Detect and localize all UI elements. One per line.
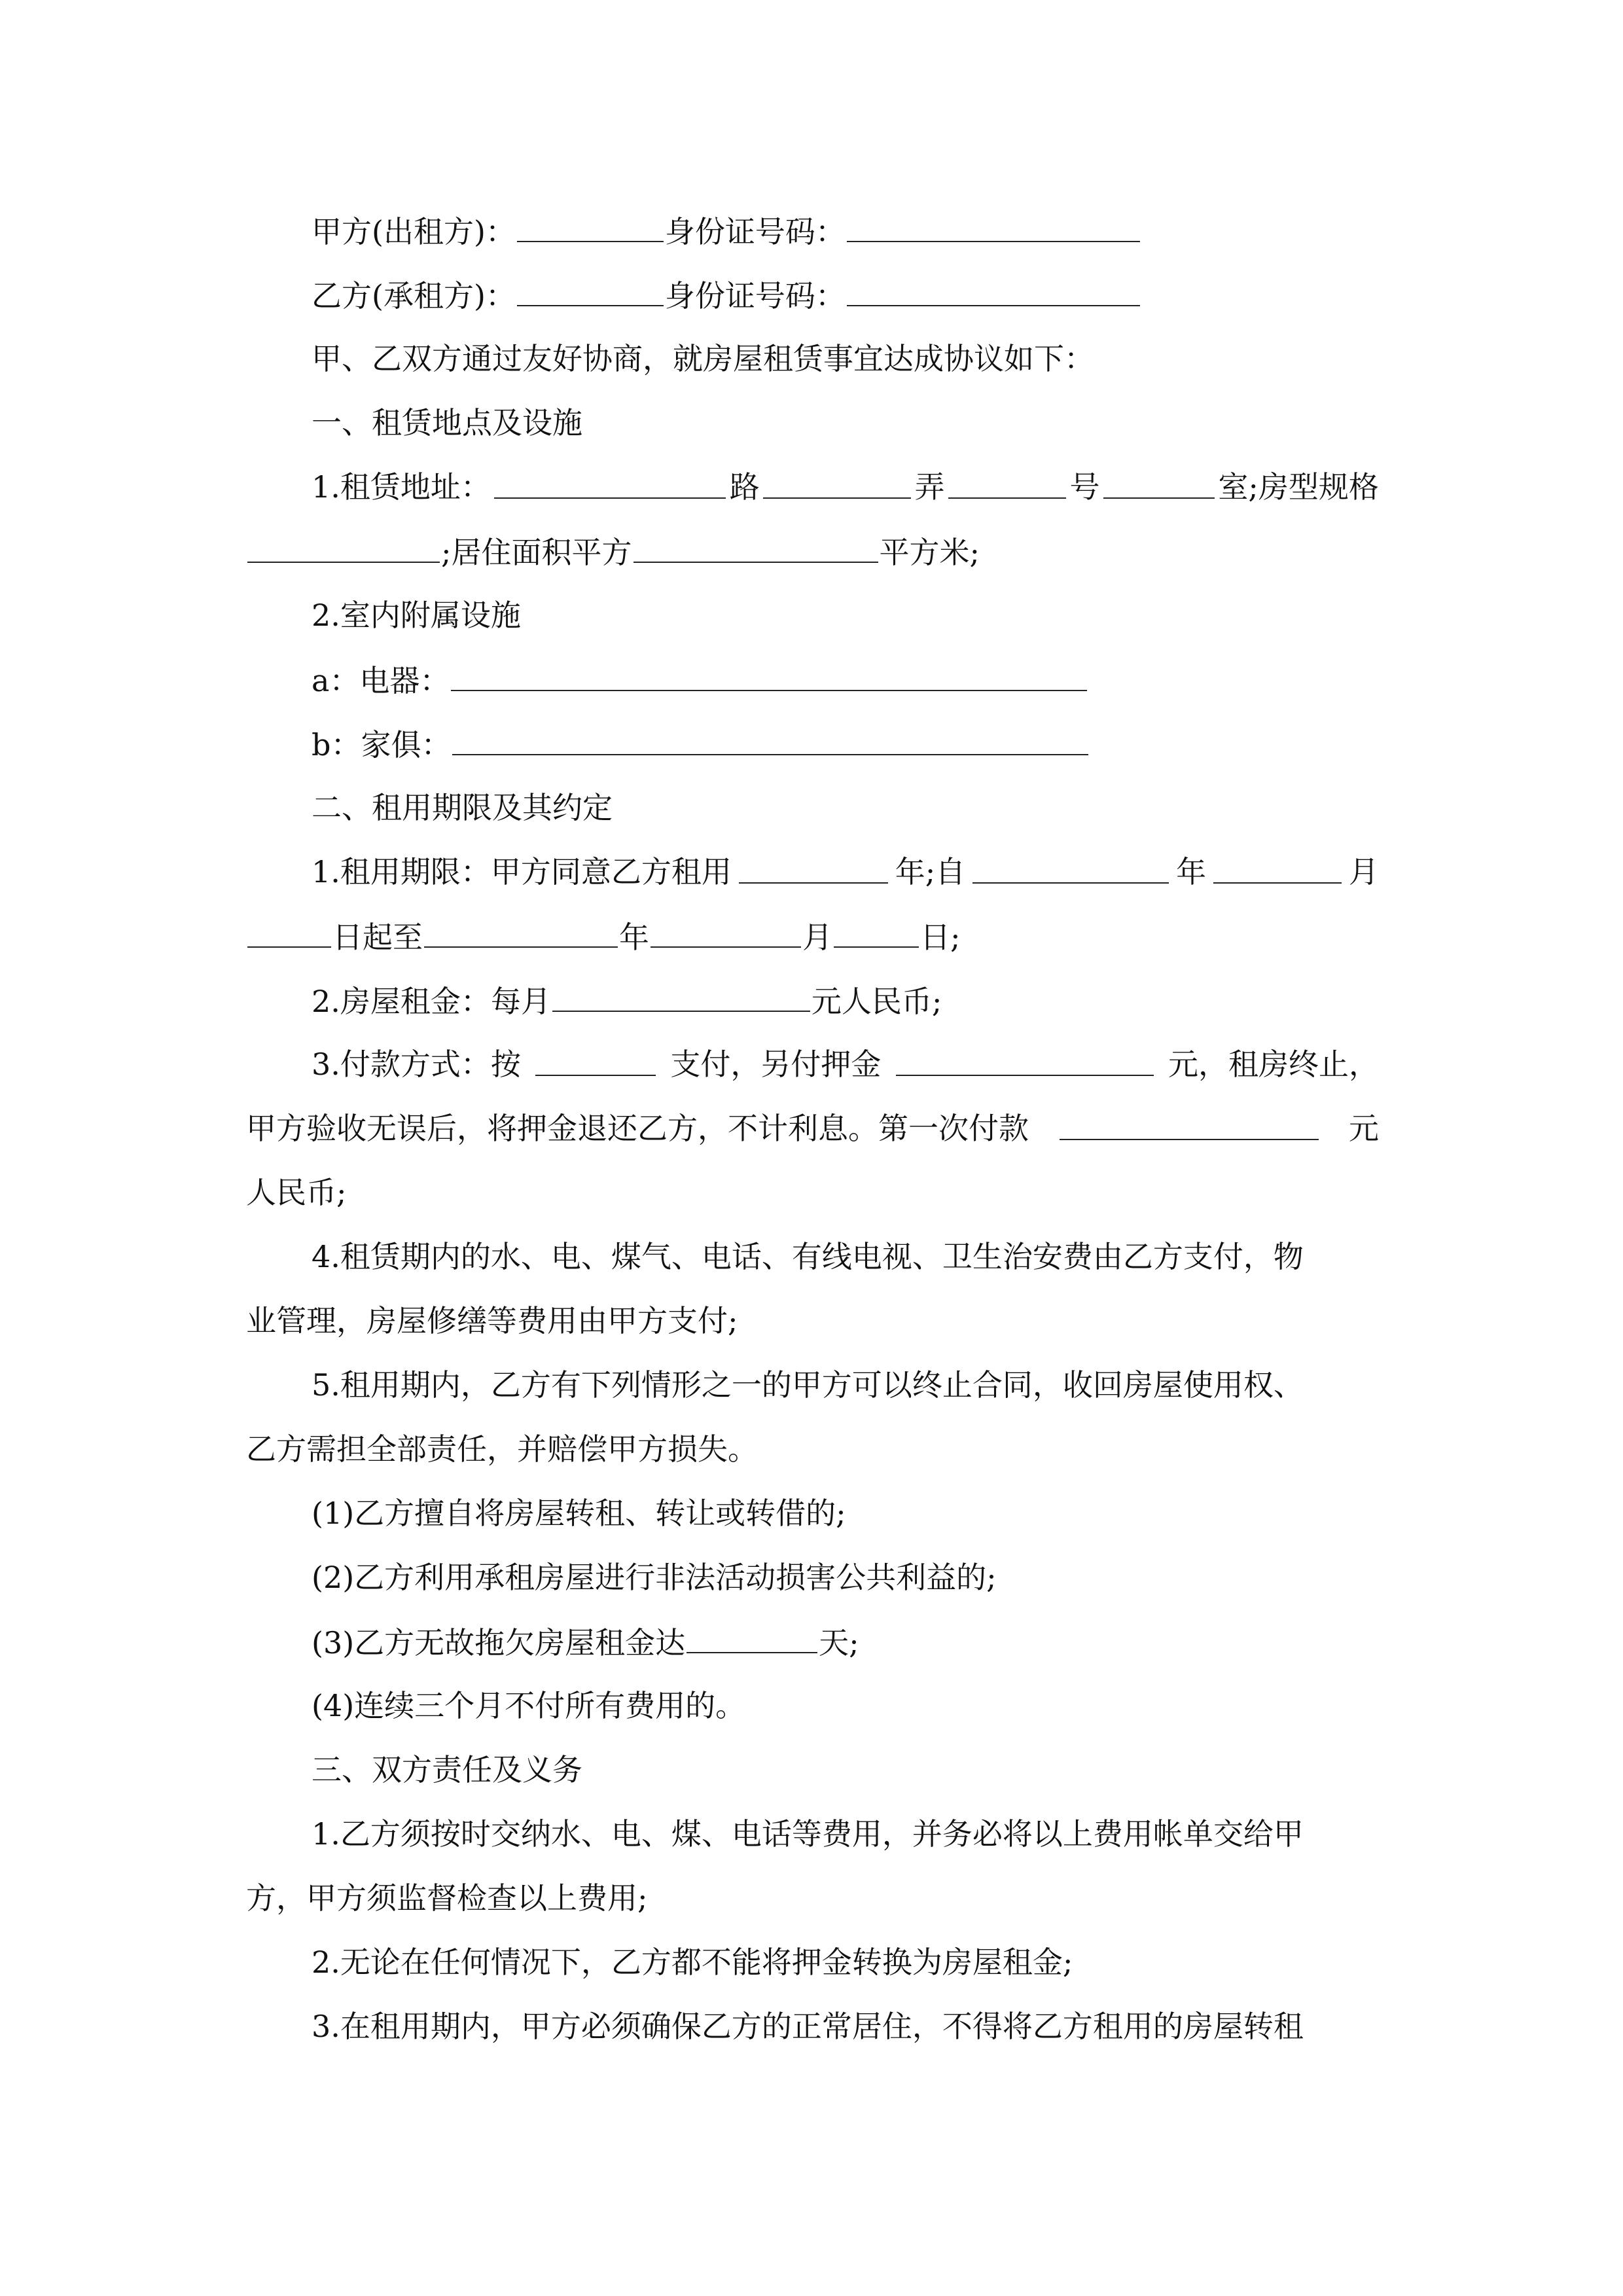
fill-in-blank[interactable]	[517, 275, 664, 306]
fill-in-blank[interactable]	[847, 275, 1140, 306]
fill-in-blank[interactable]	[494, 467, 726, 499]
fill-in-blank[interactable]	[763, 467, 911, 499]
fill-in-blank[interactable]	[1103, 467, 1215, 499]
text-segment: 1.租赁地址：	[312, 469, 491, 505]
fill-in-blank[interactable]	[424, 916, 618, 948]
text-segment: 年	[619, 920, 649, 955]
text-segment: 弄	[914, 469, 945, 505]
text-segment: (3)乙方无故拖欠房屋租金达	[312, 1625, 686, 1660]
intro-line	[0, 339, 1623, 378]
text-segment: 月	[802, 920, 832, 955]
payment-line-3	[0, 1173, 1623, 1212]
text-segment: 室;房型规格	[1218, 469, 1379, 505]
case-1-line	[0, 1494, 1623, 1533]
text-segment: 号	[1069, 469, 1100, 505]
party-b-line	[0, 275, 1623, 314]
section-1-heading	[0, 403, 1623, 442]
fill-in-blank[interactable]	[896, 1045, 1154, 1076]
text-segment: 年	[1176, 854, 1207, 889]
text-segment: 元，租房终止，	[1168, 1047, 1379, 1082]
text-segment: (1)乙方擅自将房屋转租、转让或转借的;	[312, 1496, 846, 1531]
duty-1-line-2	[0, 1878, 1623, 1918]
text-segment: b：家俱：	[312, 727, 452, 762]
text-segment: 年;自	[895, 854, 966, 889]
text-segment: 二、租用期限及其约定	[312, 790, 613, 825]
text-segment: 月	[1348, 854, 1379, 889]
fill-in-blank[interactable]	[834, 916, 919, 948]
text-segment: 2.室内附属设施	[312, 598, 521, 633]
text-segment: 三、双方责任及义务	[312, 1752, 582, 1787]
text-segment: 一、租赁地点及设施	[312, 405, 582, 440]
fill-in-blank[interactable]	[247, 531, 440, 563]
fees-line	[0, 1237, 1623, 1276]
fill-in-blank[interactable]	[633, 531, 878, 563]
fill-in-blank[interactable]	[1060, 1109, 1319, 1140]
address-line	[0, 467, 1623, 507]
text-segment: ;居住面积平方	[441, 535, 632, 570]
duty-2-line	[0, 1943, 1623, 1982]
text-segment: 路	[729, 469, 760, 505]
fill-in-blank[interactable]	[517, 211, 664, 242]
duty-3-line	[0, 2007, 1623, 2046]
payment-line-2	[0, 1109, 1623, 1148]
duty-1-line	[0, 1814, 1623, 1854]
fill-in-blank[interactable]	[687, 1622, 817, 1653]
text-segment: 元	[1349, 1111, 1379, 1146]
text-segment: 元人民币;	[811, 984, 942, 1019]
payment-line	[0, 1045, 1623, 1084]
text-segment: 5.租用期内，乙方有下列情形之一的甲方可以终止合同，收回房屋使用权、	[312, 1367, 1304, 1403]
text-segment: 方，甲方须监督检查以上费用;	[246, 1880, 648, 1916]
text-segment: 1.租用期限：甲方同意乙方租用	[312, 854, 732, 889]
case-2-line	[0, 1558, 1623, 1597]
text-segment: 业管理，房屋修缮等费用由甲方支付;	[246, 1303, 738, 1338]
fill-in-blank[interactable]	[552, 980, 810, 1012]
facilities-heading	[0, 596, 1623, 635]
text-segment: 甲、乙双方通过友好协商，就房屋租赁事宜达成协议如下：	[312, 341, 1094, 376]
termination-line-2	[0, 1429, 1623, 1469]
text-segment: 2.无论在任何情况下，乙方都不能将押金转换为房屋租金;	[312, 1945, 1073, 1980]
text-segment: 3.付款方式：按	[312, 1047, 521, 1082]
text-segment: 身份证号码：	[664, 214, 846, 249]
term-dates-line	[0, 916, 1623, 956]
fill-in-blank[interactable]	[451, 660, 1087, 691]
term-line	[0, 852, 1623, 891]
party-a-line	[0, 211, 1623, 250]
termination-line	[0, 1365, 1623, 1405]
case-3-line	[0, 1622, 1623, 1661]
text-segment: 天;	[819, 1625, 859, 1660]
case-4-line	[0, 1686, 1623, 1725]
text-segment: 乙方需担全部责任，并赔偿甲方损失。	[246, 1431, 758, 1467]
text-segment: (2)乙方利用承租房屋进行非法活动损害公共利益的;	[312, 1560, 997, 1595]
text-segment: 身份证号码：	[664, 278, 846, 314]
text-segment: 支付，另付押金	[670, 1047, 882, 1082]
text-segment: 4.租赁期内的水、电、煤气、电话、有线电视、卫生治安费由乙方支付，物	[312, 1239, 1304, 1274]
area-line	[0, 531, 1623, 571]
text-segment: a：电器：	[312, 663, 450, 698]
text-segment: 日;	[920, 920, 961, 955]
text-segment: 1.乙方须按时交纳水、电、煤、电话等费用，并务必将以上费用帐单交给甲	[312, 1816, 1304, 1852]
text-segment: 甲方验收无误后，将押金退还乙方，不计利息。第一次付款	[246, 1111, 1029, 1146]
rent-line	[0, 980, 1623, 1020]
text-segment: 乙方(承租方)：	[312, 278, 516, 314]
fill-in-blank[interactable]	[452, 724, 1088, 755]
text-segment: 2.房屋租金：每月	[312, 984, 551, 1019]
text-segment: 3.在租用期内，甲方必须确保乙方的正常居住，不得将乙方租用的房屋转租	[312, 2009, 1304, 2044]
text-segment: 人民币;	[246, 1175, 347, 1210]
text-segment: (4)连续三个月不付所有费用的。	[312, 1688, 746, 1723]
fill-in-blank[interactable]	[247, 916, 331, 948]
text-segment: 日起至	[332, 920, 423, 955]
appliances-line	[0, 660, 1623, 699]
fill-in-blank[interactable]	[847, 211, 1140, 242]
fill-in-blank[interactable]	[948, 467, 1066, 499]
fill-in-blank[interactable]	[739, 852, 888, 884]
fees-line-2	[0, 1301, 1623, 1340]
fill-in-blank[interactable]	[1213, 852, 1342, 884]
fill-in-blank[interactable]	[651, 916, 801, 948]
text-segment: 平方米;	[879, 535, 980, 570]
furniture-line	[0, 724, 1623, 763]
fill-in-blank[interactable]	[535, 1045, 656, 1076]
section-2-heading	[0, 788, 1623, 827]
section-3-heading	[0, 1750, 1623, 1789]
fill-in-blank[interactable]	[972, 852, 1169, 884]
text-segment: 甲方(出租方)：	[312, 214, 516, 249]
